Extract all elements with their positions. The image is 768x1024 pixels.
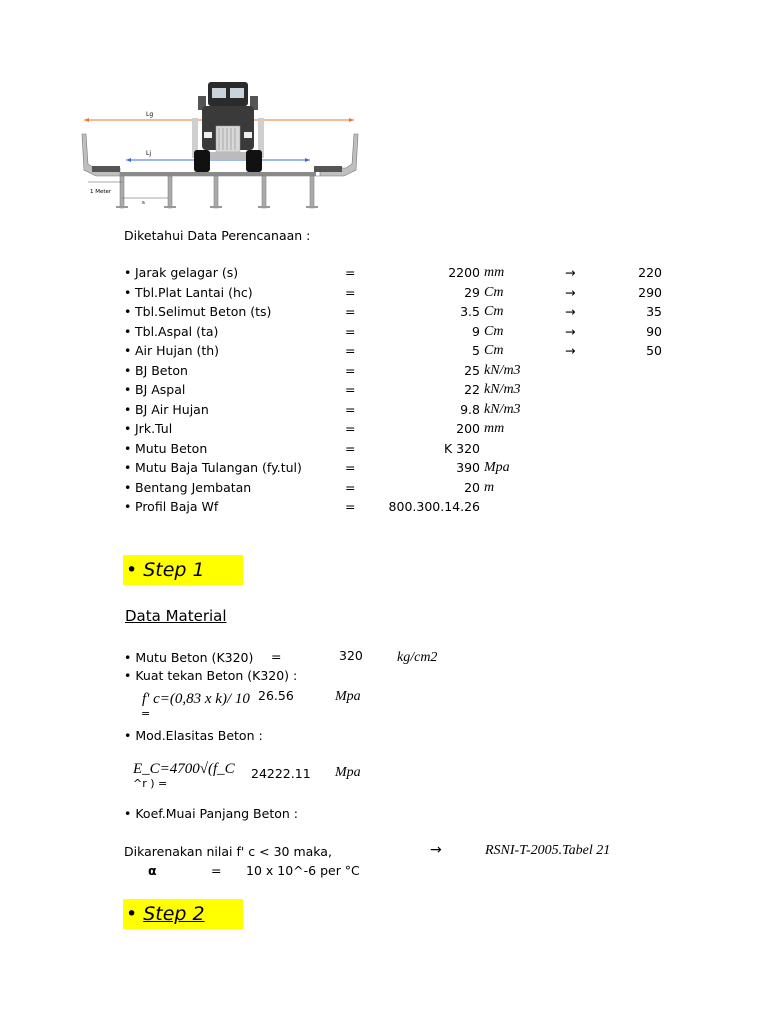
- param-label: Tbl.Aspal (ta): [135, 323, 219, 339]
- mutu-beton-label: • Mutu Beton (K320): [124, 650, 254, 665]
- step2-label: Step 2: [143, 903, 205, 925]
- param-value: 9: [472, 323, 480, 339]
- param-equals: =: [345, 362, 356, 378]
- param-value: 22: [464, 382, 480, 397]
- param-converted: 90: [646, 323, 662, 339]
- param-label: Bentang Jembatan: [135, 479, 252, 495]
- mutu-beton-unit: kg/cm2: [397, 650, 438, 665]
- param-unit: Cm: [484, 343, 504, 358]
- param-unit: Cm: [484, 304, 504, 319]
- param-unit: m: [484, 479, 495, 495]
- data-material-heading: Data Material: [125, 607, 227, 625]
- mod-elastisitas-value: 24222.11: [251, 766, 311, 781]
- step1-bullet: •: [126, 559, 138, 581]
- param-unit: kN/m3: [484, 362, 521, 378]
- param-bullet: •: [124, 343, 132, 358]
- param-value: K 320: [443, 440, 480, 456]
- param-bullet: •: [124, 421, 132, 436]
- param-unit: kN/m3: [484, 382, 521, 397]
- param-equals: =: [345, 460, 356, 475]
- param-value: 200: [456, 421, 480, 436]
- mod-elastisitas-label: • Mod.Elasitas Beton :: [124, 728, 263, 743]
- param-equals: =: [345, 421, 356, 436]
- param-equals: =: [345, 479, 356, 495]
- label-meter: 1 Meter: [90, 189, 112, 195]
- mod-elastisitas-formula: E_C=4700√(f_C: [133, 761, 235, 777]
- step2-banner: [123, 899, 243, 929]
- param-bullet: •: [124, 460, 132, 475]
- label-lj: Lj: [146, 150, 152, 157]
- param-converted: 50: [646, 343, 662, 358]
- mutu-beton-eq: =: [271, 649, 282, 664]
- param-bullet: •: [124, 479, 132, 495]
- param-equals: =: [345, 382, 356, 397]
- label-lg: Lg: [146, 111, 154, 118]
- koef-muai-label: • Koef.Muai Panjang Beton :: [124, 806, 298, 821]
- param-bullet: •: [124, 304, 132, 319]
- param-equals: =: [345, 304, 356, 319]
- alpha-value: 10 x 10^-6 per °C: [246, 863, 360, 878]
- param-unit: Cm: [484, 284, 504, 300]
- mod-elastisitas-formula-tail: ^r ) =: [133, 777, 168, 790]
- param-value: 800.300.14.26: [388, 499, 480, 514]
- param-arrow-icon: →: [565, 304, 576, 319]
- step1-label: Step 1: [143, 559, 205, 581]
- param-bullet: •: [124, 284, 132, 300]
- alpha-eq: =: [211, 863, 222, 878]
- mod-elastisitas-unit: Mpa: [335, 765, 361, 780]
- param-unit: Cm: [484, 323, 504, 339]
- param-equals: =: [345, 343, 356, 358]
- label-s: s: [142, 200, 145, 206]
- param-equals: =: [345, 265, 356, 280]
- param-value: 2200: [448, 265, 480, 280]
- param-converted: 35: [646, 304, 662, 319]
- intro-heading: Diketahui Data Perencanaan :: [124, 228, 311, 243]
- param-unit: mm: [484, 421, 505, 436]
- step1-banner: [123, 555, 243, 585]
- param-equals: =: [345, 499, 356, 514]
- param-bullet: •: [124, 265, 132, 280]
- param-value: 9.8: [460, 401, 480, 417]
- param-bullet: •: [124, 382, 132, 397]
- param-equals: =: [345, 323, 356, 339]
- kuat-tekan-value: 26.56: [258, 688, 294, 703]
- param-arrow-icon: →: [565, 323, 576, 339]
- param-arrow-icon: →: [565, 265, 576, 280]
- param-bullet: •: [124, 499, 132, 514]
- param-bullet: •: [124, 440, 132, 456]
- param-label: Profil Baja Wf: [135, 499, 219, 514]
- param-unit: Mpa: [484, 460, 510, 475]
- param-equals: =: [345, 440, 356, 456]
- param-label: Mutu Beton: [135, 440, 208, 456]
- param-converted: 220: [638, 265, 662, 280]
- dikarenakan-text: Dikarenakan nilai f' c < 30 maka,: [124, 844, 332, 859]
- bridge-section-diagram: [80, 78, 360, 213]
- param-value: 25: [464, 362, 480, 378]
- param-label: BJ Air Hujan: [135, 401, 209, 417]
- param-equals: =: [345, 284, 356, 300]
- arrow-icon: →: [430, 842, 442, 858]
- kuat-tekan-unit: Mpa: [335, 689, 361, 704]
- mutu-beton-value: 320: [339, 648, 363, 663]
- param-label: Tbl.Plat Lantai (hc): [135, 284, 253, 300]
- param-label: Jrk.Tul: [135, 421, 173, 436]
- param-value: 20: [464, 479, 480, 495]
- param-arrow-icon: →: [565, 284, 576, 300]
- kuat-tekan-formula: f' c=(0,83 x k)/ 10: [142, 691, 250, 707]
- param-value: 29: [464, 284, 480, 300]
- param-bullet: •: [124, 362, 132, 378]
- param-arrow-icon: →: [565, 343, 576, 358]
- param-label: Jarak gelagar (s): [135, 265, 239, 280]
- bridge-truck-figure: [80, 78, 360, 213]
- param-converted: 290: [638, 284, 662, 300]
- param-label: BJ Aspal: [135, 382, 186, 397]
- param-label: Tbl.Selimut Beton (ts): [135, 304, 272, 319]
- param-bullet: •: [124, 323, 132, 339]
- truck-icon: [192, 82, 264, 172]
- param-label: Mutu Baja Tulangan (fy.tul): [135, 460, 302, 475]
- param-unit: kN/m3: [484, 401, 521, 417]
- param-value: 5: [472, 343, 480, 358]
- param-label: BJ Beton: [135, 362, 188, 378]
- param-label: Air Hujan (th): [135, 343, 220, 358]
- step2-bullet: •: [126, 903, 138, 925]
- param-value: 390: [456, 460, 480, 475]
- param-value: 3.5: [460, 304, 480, 319]
- param-equals: =: [345, 401, 356, 417]
- kuat-tekan-label: • Kuat tekan Beton (K320) :: [124, 668, 298, 683]
- param-bullet: •: [124, 401, 132, 417]
- param-unit: mm: [484, 265, 505, 280]
- kuat-tekan-eq: =: [141, 707, 151, 720]
- reference-text: RSNI-T-2005.Tabel 21: [485, 843, 611, 858]
- alpha-symbol: α: [148, 863, 157, 878]
